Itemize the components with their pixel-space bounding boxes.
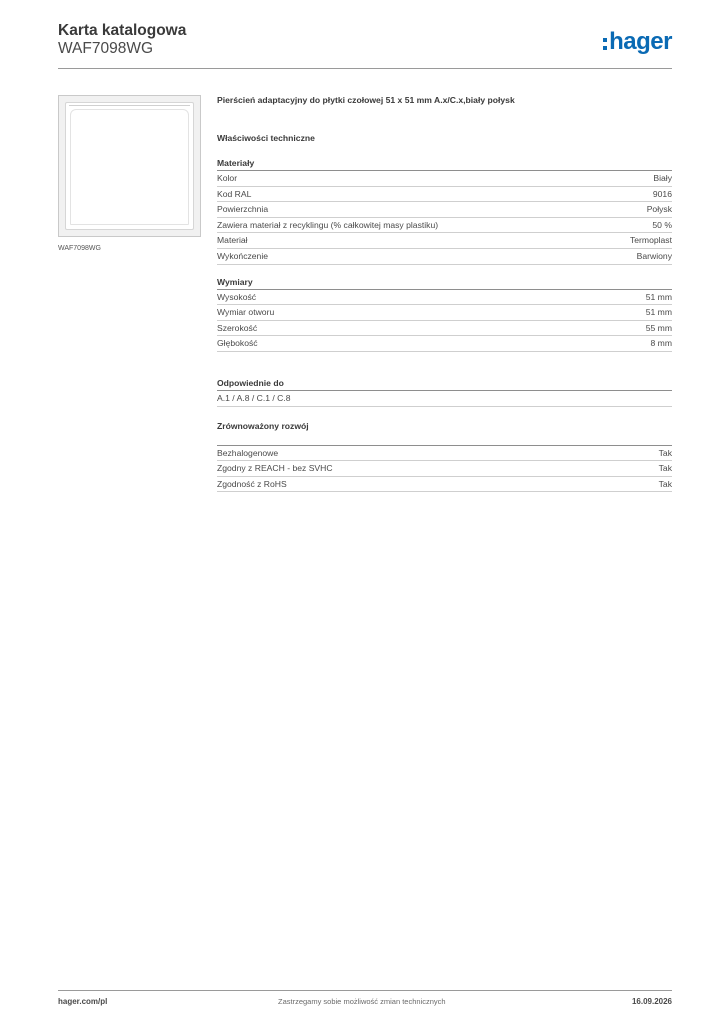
row-label: Bezhalogenowe [217, 447, 279, 458]
logo-dots-icon [603, 38, 607, 50]
row-value: Tak [658, 447, 672, 458]
row-label: Powierzchnia [217, 204, 269, 215]
row-label: Zgodny z REACH - bez SVHC [217, 463, 333, 474]
dimensions-section [217, 277, 672, 352]
table-row [217, 218, 672, 234]
row-value: 55 mm [645, 322, 672, 333]
table-row [217, 336, 672, 352]
table-row [217, 461, 672, 477]
row-label: A.1 / A.8 / C.1 / C.8 [217, 392, 291, 403]
table-row [217, 305, 672, 321]
table-row [217, 187, 672, 203]
row-value: Termoplast [629, 235, 672, 246]
frame-inner [70, 109, 189, 225]
header [58, 20, 672, 68]
document-date: 16.09.2026 [631, 997, 672, 1006]
table-row [217, 233, 672, 249]
website-link[interactable]: hager.com/pl [58, 997, 108, 1006]
frame-lip [69, 105, 190, 108]
table-row [217, 290, 672, 306]
document-title: Karta katalogowa [58, 22, 187, 39]
row-label: Szerokość [217, 322, 258, 333]
table-row [217, 445, 672, 462]
row-value: Tak [658, 478, 672, 489]
row-label: Wykończenie [217, 250, 269, 261]
table-row [217, 202, 672, 218]
row-value: 50 % [652, 219, 672, 230]
footer-divider [58, 990, 672, 991]
product-image [58, 95, 201, 237]
row-value: Biały [653, 173, 672, 183]
table-row [217, 391, 672, 407]
row-label: Zgodność z RoHS [217, 478, 287, 489]
row-label: Kod RAL [217, 188, 252, 199]
adapter-frame-icon [65, 102, 194, 230]
hager-logo [603, 28, 672, 56]
logo-text: hager [609, 28, 672, 55]
row-value: 51 mm [645, 307, 672, 318]
materials-title: Materiały [217, 158, 672, 171]
table-row [217, 249, 672, 265]
row-value: 9016 [652, 188, 672, 199]
document-product-code: WAF7098WG [58, 40, 154, 57]
header-divider [58, 68, 672, 69]
suitable-for-section [217, 378, 672, 407]
row-value: Tak [658, 463, 672, 474]
row-label: Wysokość [217, 291, 257, 302]
product-name: Pierścień adaptacyjny do płytki czołowej 51 x 51 mm A.x/C.x,biały połysk [217, 95, 515, 105]
sustainability-title: Zrównoważony rozwój [217, 420, 309, 431]
row-value: 8 mm [650, 338, 672, 349]
row-label: Kolor [217, 173, 238, 183]
table-row [217, 477, 672, 493]
disclaimer: Zastrzegamy sobie możliwość zmian technicznych [278, 997, 446, 1006]
materials-section [217, 158, 672, 265]
image-caption: WAF7098WG [58, 245, 101, 252]
row-label: Głębokość [217, 338, 258, 349]
dimensions-title: Wymiary [217, 277, 672, 290]
row-value: Połysk [646, 204, 672, 215]
product-details [217, 95, 672, 492]
row-value: 51 mm [645, 291, 672, 302]
row-label: Zawiera materiał z recyklingu (% całkowitej masy plastiku) [217, 219, 439, 230]
row-value: Barwiony [636, 250, 672, 261]
table-row [217, 321, 672, 337]
table-row [217, 171, 672, 187]
sustainability-section [217, 421, 672, 493]
technical-properties-title: Właściwości techniczne [217, 133, 315, 143]
row-label: Materiał [217, 235, 248, 246]
row-label: Wymiar otworu [217, 307, 275, 318]
suitable-for-title: Odpowiednie do [217, 378, 672, 391]
